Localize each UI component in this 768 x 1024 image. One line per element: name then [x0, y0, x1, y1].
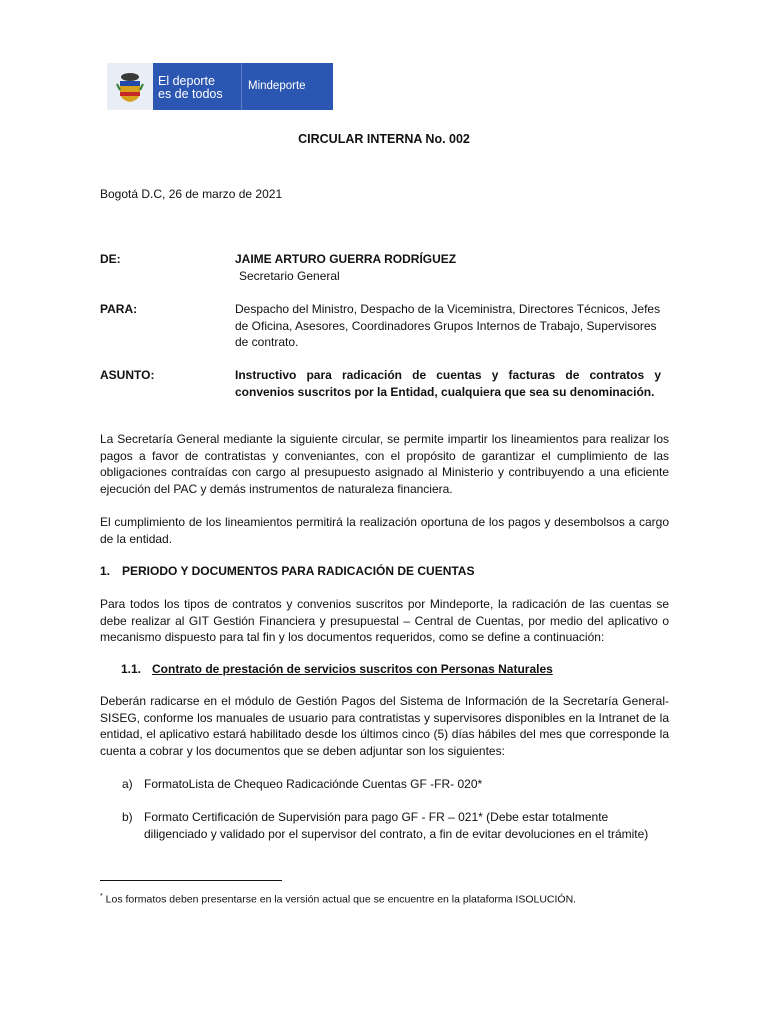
section-1-heading [100, 563, 474, 580]
footnote-text: Los formatos deben presentarse en la versión actual que se encuentre en la plataforma ISOLUCIÓN. [105, 893, 577, 906]
footnote-separator [100, 880, 282, 881]
de-value [235, 251, 661, 284]
list-marker-a: a) [122, 777, 133, 791]
intro-paragraph-2: El cumplimiento de los lineamientos permitirá la realización oportuna de los pagos y desembolsos a cargo de la entidad. [100, 515, 669, 546]
subsection-1-1-number: 1.1. [121, 662, 142, 676]
para-label: PARA: [100, 302, 138, 316]
de-label: DE: [100, 252, 121, 266]
sender-role: Secretario General [239, 268, 340, 283]
logo-slogan [153, 63, 241, 110]
list-text-b [144, 809, 669, 842]
mindeporte-logo [107, 63, 333, 110]
footnote [100, 889, 576, 908]
logo-line-1: El deporte [158, 74, 215, 88]
coat-of-arms-icon [107, 63, 153, 110]
document-date: Bogotá D.C, 26 de marzo de 2021 [100, 187, 283, 201]
sender-name: JAIME ARTURO GUERRA RODRÍGUEZ [235, 252, 457, 266]
intro-paragraph-1: La Secretaría General mediante la siguiente circular, se permite impartir los lineamientos para realizar los pagos a favor de contratistas y conveniantes, con el propósito de garantizar el cumplimiento de las obligaciones contraídas con cargo al presupuesto asignado al Ministerio y contribuyendo a una eficiente ejecución del PAC y demás instrumentos de naturaleza financiera. [100, 432, 669, 496]
section-1-title: PERIODO Y DOCUMENTOS PARA RADICACIÓN DE CUENTAS [122, 564, 475, 578]
asunto-label: ASUNTO: [100, 368, 155, 382]
para-value: Despacho del Ministro, Despacho de la Viceministra, Directores Técnicos, Jefes de Oficina, Asesores, Coordinadores Grupos Internos de Trabajo, Supervisores de contrato. [235, 302, 661, 349]
logo-brand: Mindeporte [241, 63, 333, 110]
footnote-mark: * [100, 893, 103, 900]
list-text-b-main: Formato Certificación de Supervisión para pago GF - FR – 021* ( [144, 810, 491, 824]
list-text-a: FormatoLista de Chequeo Radicaciónde Cuentas GF -FR- 020* [144, 777, 483, 791]
asunto-value: Instructivo para radicación de cuentas y facturas de contratos y convenios suscritos por la Entidad, cualquiera que sea su denominación. [235, 368, 661, 399]
logo-line-2: es de todos [158, 87, 223, 101]
list-item-a [122, 776, 669, 793]
section-1-paragraph: Para todos los tipos de contratos y convenios suscritos por Mindeporte, la radicación de las cuentas se debe realizar al GIT Gestión Financiera y presupuestal – Central de Cuentas, por medio del aplicativo o mecanismo dispuesto para tal fin y los documentos requeridos, como se define a continuación: [100, 597, 669, 644]
subsection-1-1-title: Contrato de prestación de servicios suscritos con Personas Naturales [152, 662, 553, 676]
subsection-1-1-heading [121, 661, 553, 678]
list-text-b-note: Debe estar totalmente diligenciado y validado por el supervisor del contrato, a fin de evitar devoluciones en el trámite) [144, 810, 649, 841]
subsection-1-1-paragraph: Deberán radicarse en el módulo de Gestión Pagos del Sistema de Información de la Secretaría General-SISEG, conforme los manuales de usuario para contratistas y supervisores disponibles en la Intranet de la entidad, el aplicativo estará habilitado desde los últimos cinco (5) días hábiles del mes que corresponde la cuenta a cobrar y los documentos que se deben adjuntar son los siguientes: [100, 694, 669, 758]
section-1-number: 1. [100, 564, 111, 578]
document-title: CIRCULAR INTERNA No. 002 [298, 132, 470, 146]
list-item-b [122, 809, 669, 842]
list-marker-b: b) [122, 810, 133, 824]
